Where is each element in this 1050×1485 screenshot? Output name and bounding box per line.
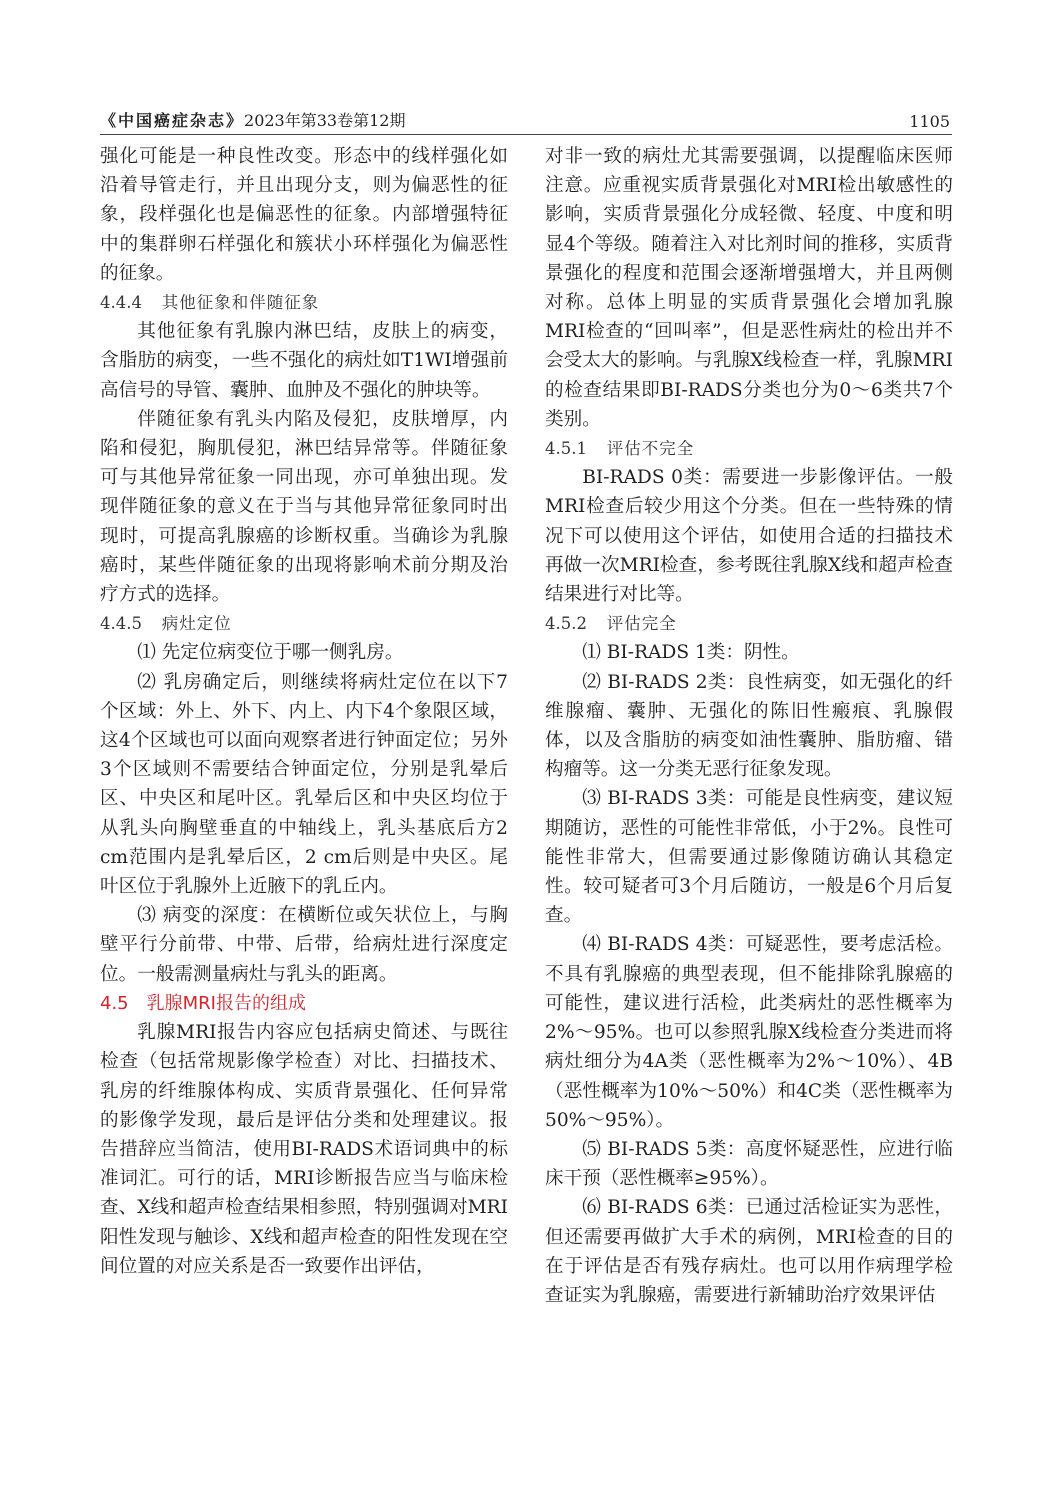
subsection-heading <box>100 609 508 638</box>
right-column <box>545 142 953 1310</box>
paragraph: 伴随征象有乳头内陷及侵犯，皮肤增厚，内陷和侵犯，胸肌侵犯，淋巴结异常等。伴随征象可与其他异常征象一同出现，亦可单独出现。发现伴随征象的意义在于当与其他异常征象同时出现时，可提高乳腺癌的诊断权重。当确诊为乳腺癌时，某些伴随征象的出现将影响术前分期及治疗方式的选择。 <box>100 408 508 606</box>
heading-text: 评估不完全 <box>606 439 695 459</box>
heading-text: 病灶定位 <box>161 614 232 634</box>
heading-number: 4.4.4 <box>100 293 142 313</box>
paragraph: ⑶ 病变的深度：在横断位或矢状位上，与胸壁平行分前带、中带、后带，给病灶进行深度定位。一般需测量病灶与乳头的距离。 <box>100 905 508 985</box>
paragraph: ⑹ BI-RADS 6类：已通过活检证实为恶性，但还需要再做扩大手术的病例，MRI检查的目的在于评估是否有残存病灶。也可以用作病理学检查证实为乳腺癌，需要进行新辅助治疗效果评估 <box>545 1197 953 1306</box>
paragraph: BI-RADS 0类：需要进一步影像评估。一般MRI检查后较少用这个分类。但在一些特殊的情况下可以使用这个评估，如使用合适的扫描技术再做一次MRI检查，参考既往乳腺X线和超声检查结果进行对比等。 <box>545 467 953 606</box>
paragraph: ⑸ BI-RADS 5类：高度怀疑恶性，应进行临床干预（恶性概率≥95%）。 <box>545 1138 953 1190</box>
paragraph: ⑴ 先定位病变位于哪一侧乳房。 <box>137 642 404 664</box>
paragraph: ⑴ BI-RADS 1类：阴性。 <box>582 642 800 664</box>
page-header <box>100 110 952 135</box>
subsection-heading <box>545 434 953 463</box>
paragraph: ⑵ BI-RADS 2类：良性病变，如无强化的纤维腺瘤、囊肿、无强化的陈旧性瘢痕、乳腺假体，以及含脂肪的病变如油性囊肿、脂肪瘤、错构瘤等。这一分类无恶行征象发现。 <box>545 671 953 781</box>
heading-number: 4.5 <box>100 992 129 1014</box>
heading-text: 乳腺MRI报告的组成 <box>146 992 306 1014</box>
page-number: 1105 <box>909 112 950 131</box>
paragraph: 强化可能是一种良性改变。形态中的线样强化如沿着导管走行，并且出现分支，则为偏恶性的征象，段样强化也是偏恶性的征象。内部增强特征中的集群卵石样强化和簇状小环样强化为偏恶性的征象。 <box>100 146 508 284</box>
journal-name: 《中国癌症杂志》 <box>100 111 245 130</box>
heading-number: 4.5.2 <box>545 614 587 634</box>
heading-number: 4.5.1 <box>545 439 587 459</box>
paragraph: 乳腺MRI报告内容应包括病史简述、与既往检查（包括常规影像学检查）对比、扫描技术、乳房的纤维腺体构成、实质背景强化、任何异常的影像学发现，最后是评估分类和处理建议。报告措辞应当简洁，使用BI-RADS术语词典中的标准词汇。可行的话，MRI诊断报告应当与临床检查、X线和超声检查结果相参照，特别强调对MRI阳性发现与触诊、X线和超声检查的阳性发现在空间位置的对应关系是否一致要作出评估， <box>100 1022 508 1277</box>
running-head <box>100 108 405 131</box>
left-column <box>100 142 508 1281</box>
section-heading <box>100 989 508 1018</box>
paragraph: ⑶ BI-RADS 3类：可能是良性病变，建议短期随访，恶性的可能性非常低，小于2%。良性可能性非常大，但需要通过影像随访确认其稳定性。较可疑者可3个月后随访，一般是6个月后复查。 <box>545 788 953 927</box>
subsection-heading <box>100 288 508 317</box>
paragraph: ⑷ BI-RADS 4类：可疑恶性，要考虑活检。不具有乳腺癌的典型表现，但不能排除乳腺癌的可能性，建议进行活检，此类病灶的恶性概率为2%～95%。也可以参照乳腺X线检查分类进而将病灶细分为4A类（恶性概率为2%～10%）、4B（恶性概率为10%～50%）和4C类（恶性概率为50%～95%）。 <box>545 934 953 1131</box>
paragraph: ⑵ 乳房确定后，则继续将病灶定位在以下7个区域：外上、外下、内上、内下4个象限区域，这4个区域也可以面向观察者进行钟面定位；另外3个区域则不需要结合钟面定位，分别是乳晕后区、中央区和尾叶区。乳晕后区和中央区均位于从乳头向胸壁垂直的中轴线上，乳头基底后方2 cm范围内是乳晕后区，2 cm后则是中央区。尾叶区位于乳腺外上近腋下的乳丘内。 <box>100 671 508 898</box>
heading-text: 评估完全 <box>606 614 677 634</box>
heading-text: 其他征象和伴随征象 <box>161 293 320 313</box>
issue-info: 2023年第33卷第12期 <box>244 111 406 130</box>
paragraph: 其他征象有乳腺内淋巴结，皮肤上的病变，含脂肪的病变，一些不强化的病灶如T1WI增强前高信号的导管、囊肿、血肿及不强化的肿块等。 <box>100 321 508 401</box>
heading-number: 4.4.5 <box>100 614 142 634</box>
paragraph: 对非一致的病灶尤其需要强调，以提醒临床医师注意。应重视实质背景强化对MRI检出敏感性的影响，实质背景强化分成轻微、轻度、中度和明显4个等级。随着注入对比剂时间的推移，实质背景强化的程度和范围会逐渐增强增大，并且两侧对称。总体上明显的实质背景强化会增加乳腺MRI检查的“回叫率”，但是恶性病灶的检出并不会受太大的影响。与乳腺X线检查一样，乳腺MRI的检查结果即BI-RADS分类也分为0～6类共7个类别。 <box>545 146 953 430</box>
subsection-heading <box>545 609 953 638</box>
